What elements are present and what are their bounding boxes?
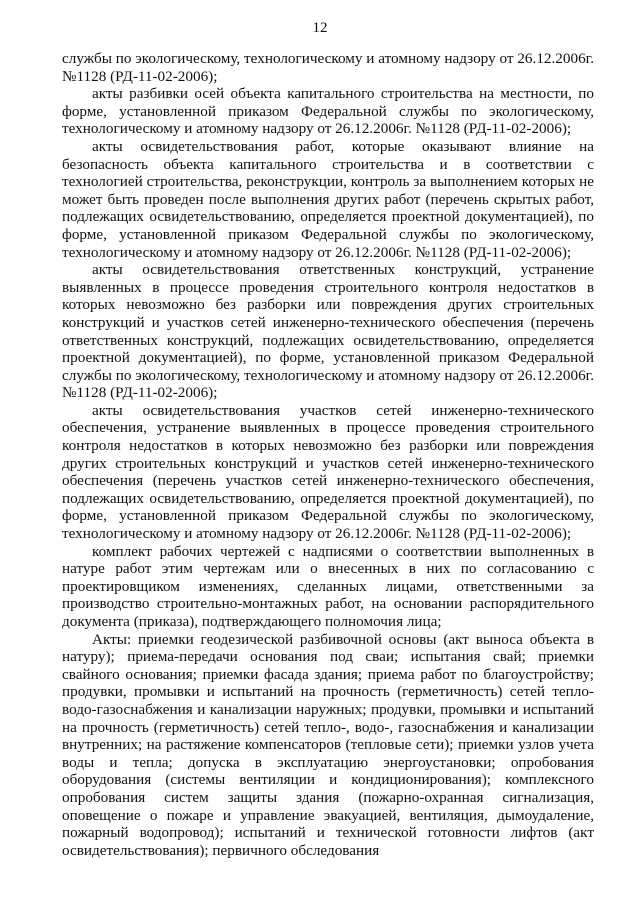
paragraph-engineering-networks-acts: акты освидетельствования участков сетей инженерно-технического обеспечения, устранение выявленных в процессе проведения строительного контроля недостатков в которых невозможно без разборки или повреждения других строительных конструкций и участков сетей инженерно-технического обеспечения (перечень участков сетей инженерно-технического обеспечения, подлежащих освидетельствованию, определяется проектной документацией), по форме, установленной приказом Федеральной службы по экологическому, технологическому и атомному надзору от 26.12.2006г. №1128 (РД-11-02-2006);: [62, 401, 594, 543]
paragraph-continuation: службы по экологическому, технологическому и атомному надзору от 26.12.2006г. №1128 (РД-11-02-2006);: [62, 50, 594, 85]
paragraph-working-drawings: комплект рабочих чертежей с надписями о соответствии выполненных в натуре работ этим чертежам или о внесенных в них по согласованию с проектировщиком изменениях, сделанных лицами, ответственными за производство строительно-монтажных работ, на основании распорядительного документа (приказа), подтверждающего полномочия лица;: [62, 542, 594, 630]
paragraph-acceptance-acts: Акты: приемки геодезической разбивочной основы (акт выноса объекта в натуру); приема-передачи основания под сваи; испытания свай; приемки свайного основания; приемки фасада здания; приема работ по благоустройству; продувки, промывки и испытаний на прочность (герметичность) сетей тепло-водо-газоснабжения и канализации наружных; продувки, промывки и испытаний на прочность (герметичность) сетей тепло-, водо-, газоснабжения и канализации внутренних; на растяжение компенсаторов (тепловые сети); приемки узлов учета воды и тепла; допуска в эксплуатацию энергоустановки; опробования оборудования (системы вентиляции и кондиционирования); комплексного опробования систем защиты здания (пожарно-охранная сигнализация, оповещение о пожаре и управление эвакуацией, вентиляция, дымоудаление, пожарный водопровод); испытаний и технической готовности лифтов (акт освидетельствования); первичного обследования: [62, 630, 594, 859]
paragraph-critical-structures-acts: акты освидетельствования ответственных конструкций, устранение выявленных в процессе проведения строительного контроля недостатков в которых невозможно без разборки или повреждения других строительных конструкций и участков сетей инженерно-технического обеспечения (перечень ответственных конструкций, подлежащих освидетельствованию, определяется проектной документацией), по форме, установленной приказом Федеральной службы по экологическому, технологическому и атомному надзору от 26.12.2006г. №1128 (РД-11-02-2006);: [62, 261, 594, 402]
document-body: [62, 50, 594, 859]
paragraph-hidden-works-acts: акты освидетельствования работ, которые оказывают влияние на безопасность объекта капитального строительства и в соответствии с технологией строительства, реконструкции, контроль за выполнением которых не может быть проведен после выполнения других работ (перечень скрытых работ, подлежащих освидетельствованию, определяется проектной документацией), по форме, установленной приказом Федеральной службы по экологическому, технологическому и атомному надзору от 26.12.2006г. №1128 (РД-11-02-2006);: [62, 137, 594, 261]
page-number: 12: [312, 20, 328, 36]
paragraph-axis-layout-acts: акты разбивки осей объекта капитального строительства на местности, по форме, установленной приказом Федеральной службы по экологическому, технологическому и атомному надзору от 26.12.2006г. №1128 (РД-11-02-2006);: [62, 85, 594, 138]
